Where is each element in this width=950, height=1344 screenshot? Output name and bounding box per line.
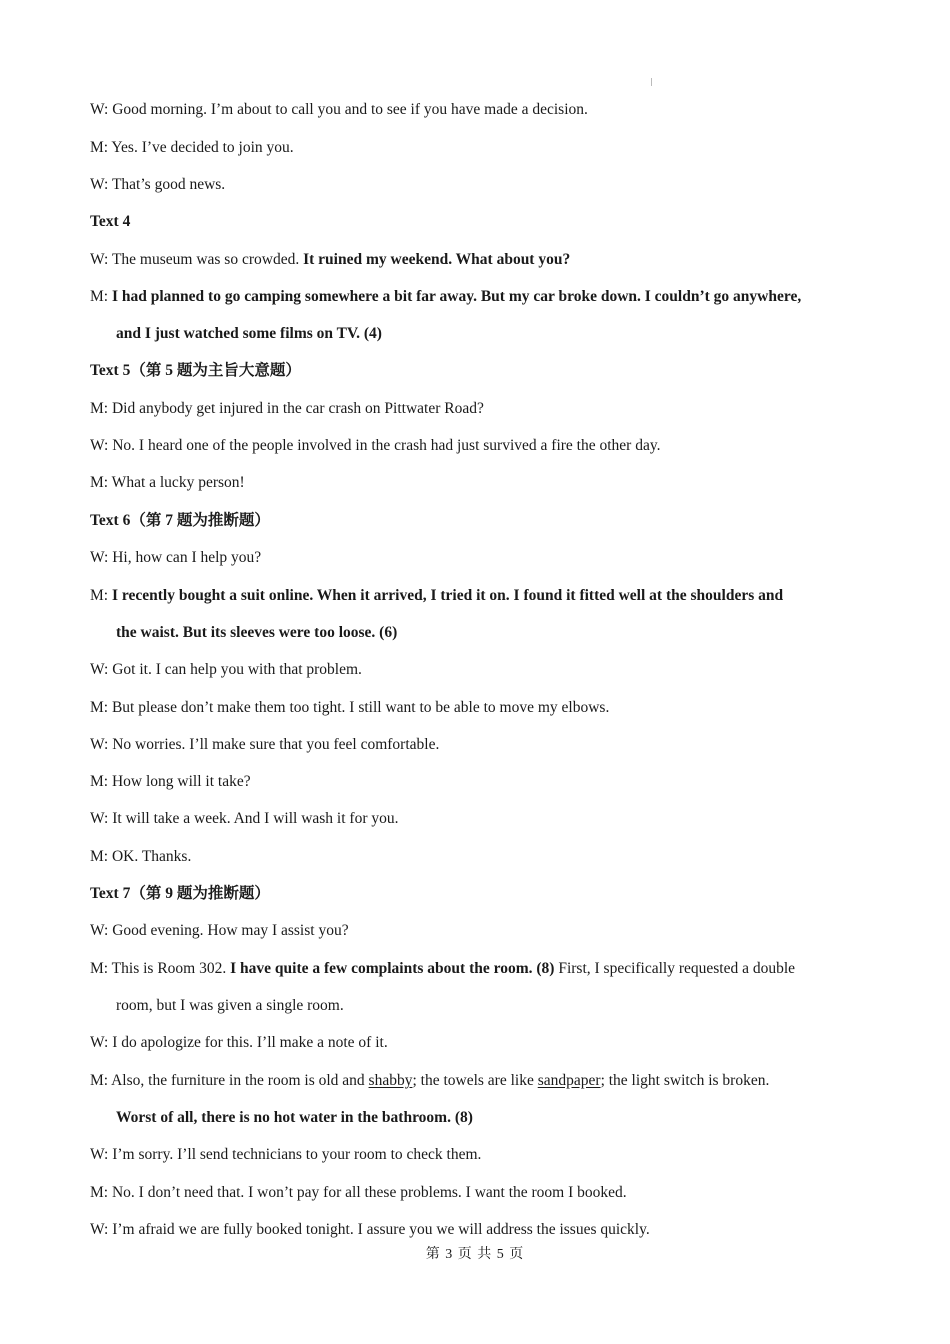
dialogue-line	[90, 249, 865, 271]
underlined-word: shabby	[368, 1072, 413, 1089]
dialogue-line: W: No. I heard one of the people involved in the crash had just survived a fire the other day.	[90, 437, 661, 454]
line-text: ; the light switch is broken.	[600, 1072, 770, 1089]
dialogue-line: M: Did anybody get injured in the car crash on Pittwater Road?	[90, 400, 484, 417]
dialogue-line: W: Hi, how can I help you?	[90, 549, 262, 566]
dialogue-line: M: What a lucky person!	[90, 474, 245, 491]
line-text: W: The museum was so crowded.	[90, 251, 304, 268]
key-sentence: It ruined my weekend. What about you?	[303, 251, 571, 268]
dialogue-line: W: Good evening. How may I assist you?	[90, 922, 349, 939]
line-text: M:	[90, 587, 112, 604]
dialogue-line: W: It will take a week. And I will wash it for you.	[90, 810, 399, 827]
key-sentence: I have quite a few complaints about the room. (8)	[230, 960, 555, 977]
dialogue-line: M: But please don’t make them too tight. I still want to be able to move my elbows.	[90, 699, 610, 716]
line-text: M: This is Room 302.	[90, 960, 231, 977]
dialogue-line	[90, 286, 865, 308]
dialogue-line	[90, 585, 865, 607]
dialogue-line: room, but I was given a single room.	[116, 997, 344, 1014]
underlined-word: sandpaper	[537, 1072, 601, 1089]
key-sentence: and I just watched some films on TV. (4)	[116, 325, 382, 342]
dialogue-line: M: No. I don’t need that. I won’t pay for all these problems. I want the room I booked.	[90, 1184, 627, 1201]
dialogue-line: W: Got it. I can help you with that problem.	[90, 661, 362, 678]
page-footer: 第 3 页 共 5 页	[425, 1247, 525, 1262]
dialogue-line	[90, 958, 865, 980]
dialogue-line: W: That’s good news.	[90, 176, 226, 193]
dialogue-line: W: I do apologize for this. I’ll make a note of it.	[90, 1034, 388, 1051]
line-text: M:	[90, 288, 112, 305]
key-sentence: Worst of all, there is no hot water in the bathroom. (8)	[116, 1109, 473, 1126]
dialogue-line: M: How long will it take?	[90, 773, 251, 790]
scan-mark	[651, 78, 652, 86]
dialogue-line: W: I’m afraid we are fully booked tonight. I assure you we will address the issues quickly.	[90, 1221, 650, 1238]
dialogue-line: M: Yes. I’ve decided to join you.	[90, 139, 294, 156]
section-heading: Text 4	[90, 213, 131, 230]
section-heading: Text 6（第 7 题为推断题）	[90, 512, 270, 529]
key-sentence: I recently bought a suit online. When it arrived, I tried it on. I found it fitted well at the shoulders and	[111, 587, 784, 604]
section-heading: Text 7（第 9 题为推断题）	[90, 885, 270, 902]
dialogue-line	[90, 1070, 865, 1092]
key-sentence: I had planned to go camping somewhere a bit far away. But my car broke down. I couldn’t go anywhere,	[111, 288, 802, 305]
line-text: ; the towels are like	[412, 1072, 538, 1089]
section-heading: Text 5（第 5 题为主旨大意题）	[90, 362, 301, 379]
line-text: First, I specifically requested a double	[554, 960, 796, 977]
dialogue-line: M: OK. Thanks.	[90, 848, 192, 865]
dialogue-line: W: Good morning. I’m about to call you and to see if you have made a decision.	[90, 101, 588, 118]
line-text: M: Also, the furniture in the room is old and	[90, 1072, 369, 1089]
dialogue-line: W: I’m sorry. I’ll send technicians to your room to check them.	[90, 1146, 482, 1163]
dialogue-line: W: No worries. I’ll make sure that you feel comfortable.	[90, 736, 440, 753]
key-sentence: the waist. But its sleeves were too loose. (6)	[116, 624, 398, 641]
